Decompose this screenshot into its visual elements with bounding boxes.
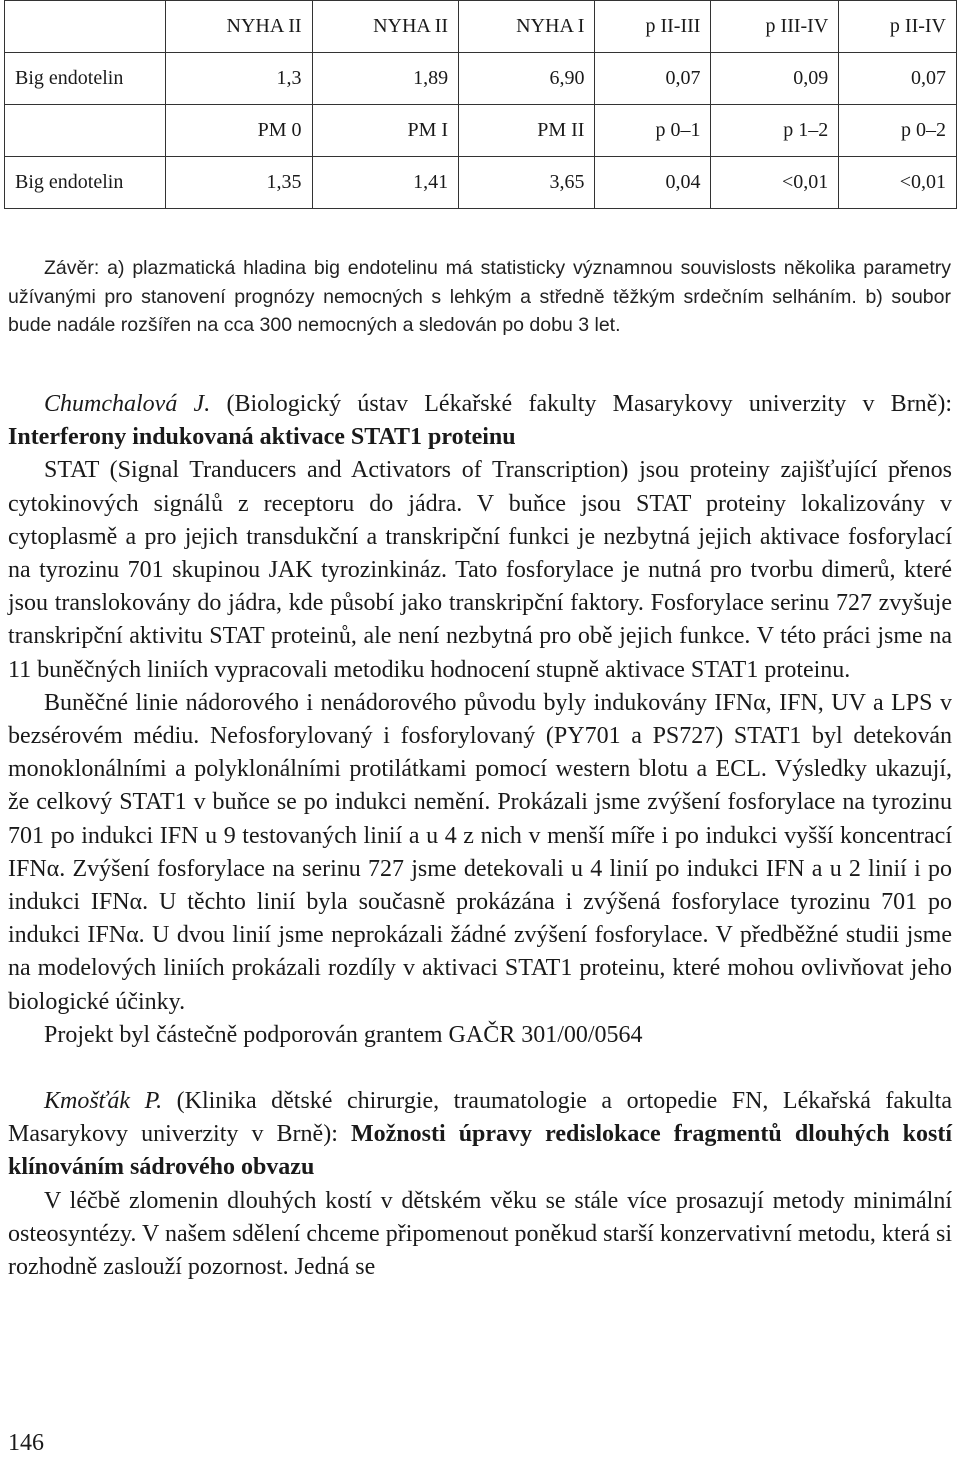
table-cell: 3,65 <box>459 157 595 209</box>
table-cell: 1,35 <box>166 157 313 209</box>
table-cell: 1,41 <box>312 157 459 209</box>
abstract-title: Možnosti úpravy redislokace fragmentů dlouhých kostí klínováním sádrového obvazu <box>8 1121 952 1181</box>
table-cell: <0,01 <box>711 157 839 209</box>
table-cell: p II-III <box>595 1 711 53</box>
table-cell: 0,07 <box>595 53 711 105</box>
row-label-cell <box>5 105 166 157</box>
conclusion-paragraph <box>8 254 951 340</box>
table-cell: p 1–2 <box>711 105 839 157</box>
table-cell: p III-IV <box>711 1 839 53</box>
author-affiliation: (Klinika dětské chirurgie, traumatologie a ortopedie FN, Lékařská fakulta Masarykovy univerzity v Brně): <box>8 1088 952 1148</box>
table-cell: <0,01 <box>839 157 957 209</box>
table-row <box>5 1 957 53</box>
table-cell: NYHA II <box>312 1 459 53</box>
paragraph: V léčbě zlomenin dlouhých kostí v dětském věku se stále více prosazují metody minimální osteosyntézy. V našem sdělení chceme připomenout poněkud starší konzervativní metodu, která si rozhodně zaslouží pozornost. Jedná se <box>8 1187 952 1281</box>
author-name: Chumchalová J. <box>44 391 211 417</box>
row-label-cell: Big endotelin <box>5 157 166 209</box>
row-label-cell <box>5 1 166 53</box>
page-number: 146 <box>8 1430 44 1456</box>
table-row <box>5 53 957 105</box>
table-cell: PM II <box>459 105 595 157</box>
table-cell: p 0–2 <box>839 105 957 157</box>
table-cell: 1,89 <box>312 53 459 105</box>
table-cell: PM I <box>312 105 459 157</box>
table-cell: 1,3 <box>166 53 313 105</box>
table-cell: p II-IV <box>839 1 957 53</box>
paragraph: STAT (Signal Tranducers and Activators of Transcription) jsou proteiny zajišťující přenos cytokinových signálů z receptoru do jádra. V buňce jsou STAT proteiny lokalizovány v cytoplasmě a pro jejich transdukční a transkripční funkci je nezbytná jejich aktivace fosforylací na tyrozinu 701 skupinou JAK tyrozinkináz. Tato fosforylace je nutná pro tvorbu dimerů, které jsou translokovány do jádra, kde působí jako transkripční faktory. Fosforylace serinu 727 zvyšuje transkripční aktivitu STAT proteinů, ale není nezbytná pro obě jejich funkce. V této práci jsme na 11 buněčných liniích vypracovali metodiku hodnocení stupně aktivace STAT1 proteinu. <box>8 457 952 683</box>
abstract-chumchalova <box>8 388 952 1284</box>
table-cell: 0,04 <box>595 157 711 209</box>
conclusion-text: Závěr: a) plazmatická hladina big endotelinu má statisticky významnou souvislosts několika parametry užívanými pro stanovení prognózy nemocných s lehkým a středně těžkým srdečním selháním. b) soubor bude nadále rozšířen na cca 300 nemocných a sledován po dobu 3 let. <box>8 257 951 337</box>
author-name: Kmošťák P. <box>44 1088 163 1115</box>
table-cell: p 0–1 <box>595 105 711 157</box>
table-cell: PM 0 <box>166 105 313 157</box>
table-cell: NYHA I <box>459 1 595 53</box>
results-table <box>4 0 957 209</box>
table-row <box>5 157 957 209</box>
row-label-cell: Big endotelin <box>5 53 166 105</box>
table-cell: NYHA II <box>166 1 313 53</box>
table-row <box>5 105 957 157</box>
table-cell: 0,07 <box>839 53 957 105</box>
table-cell: 0,09 <box>711 53 839 105</box>
abstract-title: Interferony indukovaná aktivace STAT1 proteinu <box>8 424 516 451</box>
paragraph: Buněčné linie nádorového i nenádorového původu byly indukovány IFNα, IFN, UV a LPS v bezsérovém médiu. Nefosforylovaný i fosforylovaný (PY701 a PS727) STAT1 byl detekován monoklonálními a polyklonálními protilátkami pomocí western blotu a ECL. Výsledky ukazují, že celkový STAT1 v buňce se po indukci nemění. Prokázali jsme zvýšení fosforylace na tyrozinu 701 po indukci IFN u 9 testovaných linií a u 4 z nich v menší míře i po indukci vyšší koncentrací IFNα. Zvýšení fosforylace na serinu 727 jsme detekovali u 4 linií po indukci IFN a u 2 linií i po indukci IFNα. U těchto linií byla současně prokázána i zvýšená fosforylace tyrozinu 701 po indukci IFNα. U dvou linií jsme neprokázali žádné zvýšení fosforylace. V předběžné studii jsme na modelových liniích prokázali rozdíly v aktivaci STAT1 proteinu, které mohou ovlivňovat jeho biologické účinky. <box>8 689 952 1015</box>
grant-note: Projekt byl částečně podporován grantem GAČR 301/00/0564 <box>44 1021 643 1048</box>
author-affiliation: (Biologický ústav Lékařské fakulty Masarykovy univerzity v Brně): <box>210 391 952 417</box>
table-cell: 6,90 <box>459 53 595 105</box>
